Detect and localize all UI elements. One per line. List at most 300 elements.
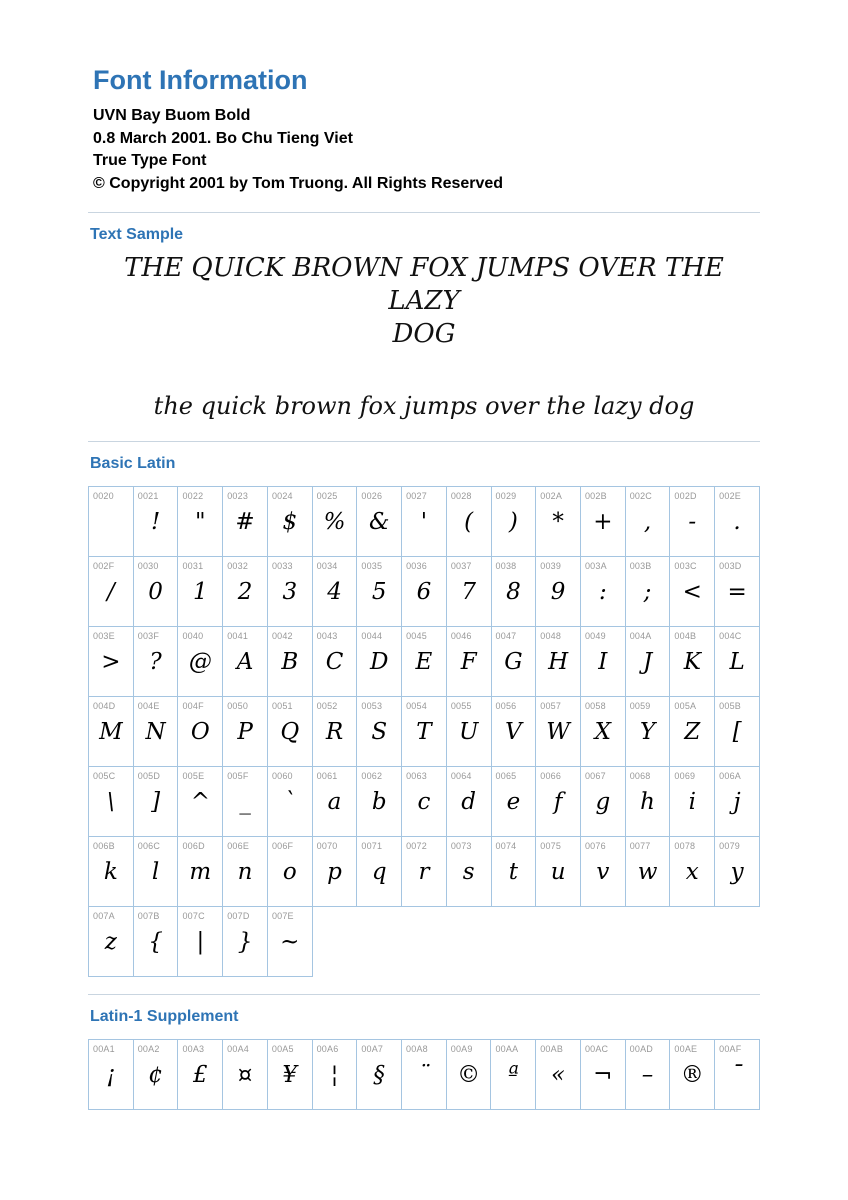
char-code-label: 0040 [182,631,204,641]
char-code-label: 00A1 [93,1044,115,1054]
char-cell [89,1040,134,1110]
char-cell [223,487,268,557]
char-cell [536,557,581,627]
char-glyph: N [145,719,166,745]
char-glyph: & [368,509,390,535]
char-glyph: 5 [371,579,387,605]
char-cell [178,627,223,697]
char-code-label: 0066 [540,771,562,781]
char-glyph: x [685,859,699,885]
char-glyph: n [237,859,253,885]
char-cell [312,487,357,557]
char-code-label: 0068 [629,771,651,781]
char-cell [267,557,312,627]
char-code-label: 0036 [406,561,427,571]
char-cell [491,627,536,697]
char-glyph: r [418,859,430,885]
char-code-label: 0062 [361,771,383,781]
char-code-label: 0049 [584,631,606,641]
char-glyph: ) [508,509,518,535]
char-glyph: C [325,649,344,675]
char-code-label: 0037 [450,561,472,571]
latin1-supplement-table [88,1039,760,1110]
char-cell [715,627,760,697]
char-glyph: O [190,719,210,745]
char-code-label: 006D [182,841,205,851]
char-glyph: c [417,789,431,815]
char-code-label: 0038 [495,561,517,571]
char-code-label: 003F [137,631,160,641]
char-glyph: z [104,929,117,955]
char-cell [89,907,134,977]
char-code-label: 00AC [584,1044,609,1054]
char-code-label: 002B [584,491,607,501]
char-cell [446,1040,491,1110]
char-cell [267,627,312,697]
char-glyph: w [637,859,658,885]
char-cell [312,767,357,837]
char-code-label: 0029 [495,491,517,501]
section-heading-text-sample: Text Sample [90,226,184,243]
char-code-label: 00AF [719,1044,742,1054]
char-cell [715,1040,760,1110]
char-code-label: 0034 [316,561,338,571]
font-name: UVN Bay Buom Bold [93,107,251,124]
char-glyph: I [598,649,608,675]
char-code-label: 00A5 [271,1044,294,1054]
char-code-label: 0077 [629,841,651,851]
char-cell [670,487,715,557]
char-code-label: 0027 [406,491,427,501]
char-glyph: 9 [550,579,566,605]
char-cell [89,557,134,627]
char-glyph: j [733,789,741,815]
char-glyph: J [642,649,653,675]
char-cell [402,627,447,697]
char-code-label: 0051 [271,701,293,711]
char-code-label: 0047 [495,631,517,641]
char-cell [357,767,402,837]
char-code-label: 0074 [495,841,517,851]
char-cell [267,1040,312,1110]
char-cell [312,1040,357,1110]
char-cell [178,697,223,767]
char-cell [402,487,447,557]
char-code-label: 007C [182,911,205,921]
char-cell [223,1040,268,1110]
char-cell [133,627,178,697]
char-glyph: ¤ [237,1062,253,1088]
char-cell [625,697,670,767]
char-glyph: ] [151,789,161,815]
char-code-label: 00A8 [406,1044,428,1054]
char-cell [357,837,402,907]
char-code-label: 004A [629,631,652,641]
char-glyph: + [593,509,613,535]
sample-uppercase-line1: THE QUICK BROWN FOX JUMPS OVER THE LAZY [124,253,724,316]
char-cell [402,1040,447,1110]
char-cell [715,837,760,907]
char-glyph: ¢ [148,1062,163,1088]
char-cell [267,487,312,557]
char-code-label: 0064 [450,771,472,781]
char-code-label: 0055 [450,701,472,711]
char-code-label: 00AB [540,1044,564,1054]
char-code-label: 002C [629,491,653,501]
char-glyph: ¦ [330,1062,339,1088]
char-glyph: o [282,859,297,885]
char-cell [267,697,312,767]
char-cell [491,767,536,837]
char-code-label: 00A2 [137,1044,160,1054]
char-glyph: y [730,859,744,885]
char-glyph: ' [420,509,428,535]
char-cell [178,767,223,837]
char-cell [312,697,357,767]
char-glyph: * [552,509,564,535]
char-glyph: ^ [190,789,210,815]
char-glyph: % [323,509,346,535]
char-glyph: E [415,649,433,675]
char-cell [446,627,491,697]
char-cell [133,1040,178,1110]
char-code-label: 0079 [719,841,740,851]
char-glyph: W [546,719,570,745]
char-glyph: P [237,719,253,745]
section-divider [88,212,760,213]
char-glyph: d [461,789,477,815]
char-cell [580,837,625,907]
char-cell [89,767,134,837]
char-code-label: 0024 [271,491,293,501]
char-glyph: 2 [237,579,253,605]
char-cell [625,837,670,907]
char-code-label: 0044 [361,631,383,641]
char-cell [267,767,312,837]
char-glyph: } [237,929,253,955]
char-code-label: 0073 [450,841,472,851]
char-glyph: m [189,859,212,885]
char-glyph: ª [507,1062,519,1088]
char-cell [491,837,536,907]
char-cell [223,767,268,837]
char-code-label: 0035 [361,561,383,571]
char-glyph: = [727,579,747,605]
char-cell [446,557,491,627]
char-code-label: 0033 [271,561,293,571]
char-code-label: 0052 [316,701,338,711]
char-cell [670,837,715,907]
char-code-label: 002D [674,491,697,501]
char-cell [178,837,223,907]
char-glyph: 0 [148,579,163,605]
char-cell [670,767,715,837]
basic-latin-table [88,486,760,977]
char-cell [446,837,491,907]
char-code-label: 0026 [361,491,383,501]
char-code-label: 004C [719,631,742,641]
char-cell [536,837,581,907]
char-code-label: 0053 [361,701,383,711]
char-code-label: 0059 [629,701,651,711]
char-cell [312,557,357,627]
char-glyph: < [682,579,702,605]
char-cell [446,767,491,837]
char-code-label: 0030 [137,561,159,571]
char-glyph: Y [639,719,656,745]
char-glyph: a [327,789,342,815]
char-cell [133,487,178,557]
char-glyph: F [460,649,477,675]
char-glyph: 6 [416,579,432,605]
char-glyph: ® [680,1062,704,1088]
char-glyph: S [371,719,388,745]
char-glyph: 1 [193,579,208,605]
char-glyph: H [548,649,569,675]
char-code-label: 006F [271,841,294,851]
char-cell [536,767,581,837]
char-cell [402,837,447,907]
char-code-label: 0058 [584,701,606,711]
char-cell [625,627,670,697]
char-cell [715,697,760,767]
char-glyph: ! [150,509,161,535]
char-cell [536,487,581,557]
char-glyph: k [103,859,118,885]
char-cell [133,557,178,627]
sample-uppercase [88,252,760,351]
char-code-label: 006B [93,841,115,851]
sample-uppercase-line2: DOG [392,319,456,349]
char-cell [133,697,178,767]
char-cell [580,697,625,767]
char-cell [89,487,134,557]
char-glyph: § [373,1062,385,1088]
char-cell [715,557,760,627]
char-glyph: £ [192,1062,208,1088]
font-type: True Type Font [93,152,207,169]
char-cell [223,697,268,767]
char-glyph: ¬ [593,1062,613,1088]
char-code-label: 0025 [316,491,338,501]
char-cell [178,487,223,557]
char-code-label: 003A [584,561,607,571]
char-glyph: 7 [461,579,476,605]
char-glyph: _ [239,789,251,815]
char-glyph: ( [464,509,474,535]
char-code-label: 0061 [316,771,338,781]
char-glyph: ~ [280,929,300,955]
char-glyph: ; [643,579,652,605]
char-cell [357,557,402,627]
char-cell [580,627,625,697]
char-cell [402,767,447,837]
char-cell [536,627,581,697]
char-glyph: l [151,859,160,885]
char-cell [133,837,178,907]
section-divider [88,441,760,442]
char-cell [223,627,268,697]
char-glyph: p [327,859,342,885]
char-glyph: ¡ [106,1062,116,1088]
char-code-label: 00A6 [316,1044,339,1054]
char-glyph: ¥ [282,1062,298,1088]
char-glyph: U [458,719,479,745]
char-code-label: 002E [719,491,741,501]
char-glyph: g [595,789,611,815]
char-cell [267,837,312,907]
char-glyph: v [596,859,610,885]
char-cell [625,1040,670,1110]
char-glyph: « [551,1062,566,1088]
char-glyph: . [733,509,741,535]
char-glyph: | [196,929,205,955]
char-code-label: 00AE [674,1044,698,1054]
char-code-label: 004F [182,701,204,711]
char-glyph: " [195,509,206,535]
char-glyph: q [371,859,387,885]
char-glyph: L [729,649,745,675]
sample-lowercase: the quick brown fox jumps over the lazy dog [153,392,695,420]
char-cell [402,557,447,627]
char-code-label: 00A3 [182,1044,205,1054]
char-code-label: 0023 [227,491,249,501]
char-glyph: i [688,789,696,815]
char-cell [491,557,536,627]
char-code-label: 005C [93,771,116,781]
char-code-label: 0031 [182,561,204,571]
char-glyph: V [505,719,522,745]
char-cell [625,487,670,557]
char-glyph: X [594,719,612,745]
char-cell [223,557,268,627]
char-glyph: ¯ [731,1062,743,1088]
char-cell [178,907,223,977]
char-code-label: 0072 [406,841,427,851]
char-code-label: 0021 [137,491,159,501]
char-code-label: 0054 [406,701,427,711]
char-code-label: 0070 [316,841,338,851]
char-code-label: 007B [137,911,160,921]
char-cell [580,1040,625,1110]
char-cell [670,557,715,627]
char-cell [491,697,536,767]
char-glyph: B [281,649,299,675]
char-code-label: 0020 [93,491,114,501]
char-glyph: 3 [282,579,298,605]
char-code-label: 00AD [629,1044,653,1054]
char-glyph: \ [106,789,115,815]
char-glyph: { [148,929,163,955]
char-code-label: 0056 [495,701,517,711]
char-cell [580,557,625,627]
char-code-label: 0050 [227,701,249,711]
char-glyph: K [683,649,701,675]
char-cell [89,627,134,697]
char-code-label: 0071 [361,841,383,851]
char-code-label: 0063 [406,771,427,781]
char-cell [133,907,178,977]
char-code-label: 0022 [182,491,204,501]
char-cell [625,557,670,627]
font-info-block [88,105,760,195]
char-code-label: 005A [674,701,697,711]
char-code-label: 003D [719,561,742,571]
char-glyph: $ [282,509,298,535]
char-cell [446,697,491,767]
font-copyright: © Copyright 2001 by Tom Truong. All Rights Reserved [93,174,504,192]
char-glyph: [ [732,719,742,745]
section-divider [88,994,760,995]
char-code-label: 002A [540,491,563,501]
char-cell [536,1040,581,1110]
char-code-label: 0067 [584,771,606,781]
char-glyph: - [688,509,697,535]
char-code-label: 0045 [406,631,427,641]
char-code-label: 003E [93,631,115,641]
char-code-label: 0065 [495,771,517,781]
char-code-label: 006E [227,841,250,851]
char-glyph: , [643,509,652,535]
char-glyph: ¨ [418,1062,430,1088]
char-code-label: 0075 [540,841,562,851]
char-cell [89,697,134,767]
char-cell [357,1040,402,1110]
char-cell [267,907,312,977]
char-glyph: – [641,1062,654,1088]
char-code-label: 0046 [450,631,472,641]
char-code-label: 004B [674,631,697,641]
char-glyph: R [325,719,344,745]
char-code-label: 00A7 [361,1044,384,1054]
char-cell [670,697,715,767]
char-cell [670,1040,715,1110]
char-cell [670,627,715,697]
char-code-label: 002F [93,561,115,571]
char-glyph: s [462,859,475,885]
char-code-label: 0042 [271,631,293,641]
char-code-label: 004E [137,701,160,711]
char-cell [178,1040,223,1110]
char-cell [89,837,134,907]
char-code-label: 0041 [227,631,249,641]
font-version: 0.8 March 2001. Bo Chu Tieng Viet [93,129,353,147]
char-code-label: 007E [271,911,294,921]
char-cell [580,767,625,837]
char-glyph: > [101,649,121,675]
char-glyph: ` [284,789,296,815]
char-glyph: ? [149,649,162,675]
section-heading-latin1-supplement: Latin-1 Supplement [90,1008,239,1025]
char-cell [446,487,491,557]
char-code-label: 007D [227,911,250,921]
char-cell [491,1040,536,1110]
char-glyph: A [236,649,254,675]
char-code-label: 005E [182,771,205,781]
char-code-label: 0078 [674,841,696,851]
char-glyph: Z [684,719,701,745]
char-code-label: 00A4 [227,1044,249,1054]
char-cell [312,837,357,907]
char-code-label: 003C [674,561,697,571]
char-cell [357,697,402,767]
char-code-label: 0043 [316,631,338,641]
char-glyph: G [504,649,523,675]
char-glyph: @ [188,649,212,675]
char-cell [357,487,402,557]
char-code-label: 003B [629,561,652,571]
char-code-label: 00AA [495,1044,519,1054]
